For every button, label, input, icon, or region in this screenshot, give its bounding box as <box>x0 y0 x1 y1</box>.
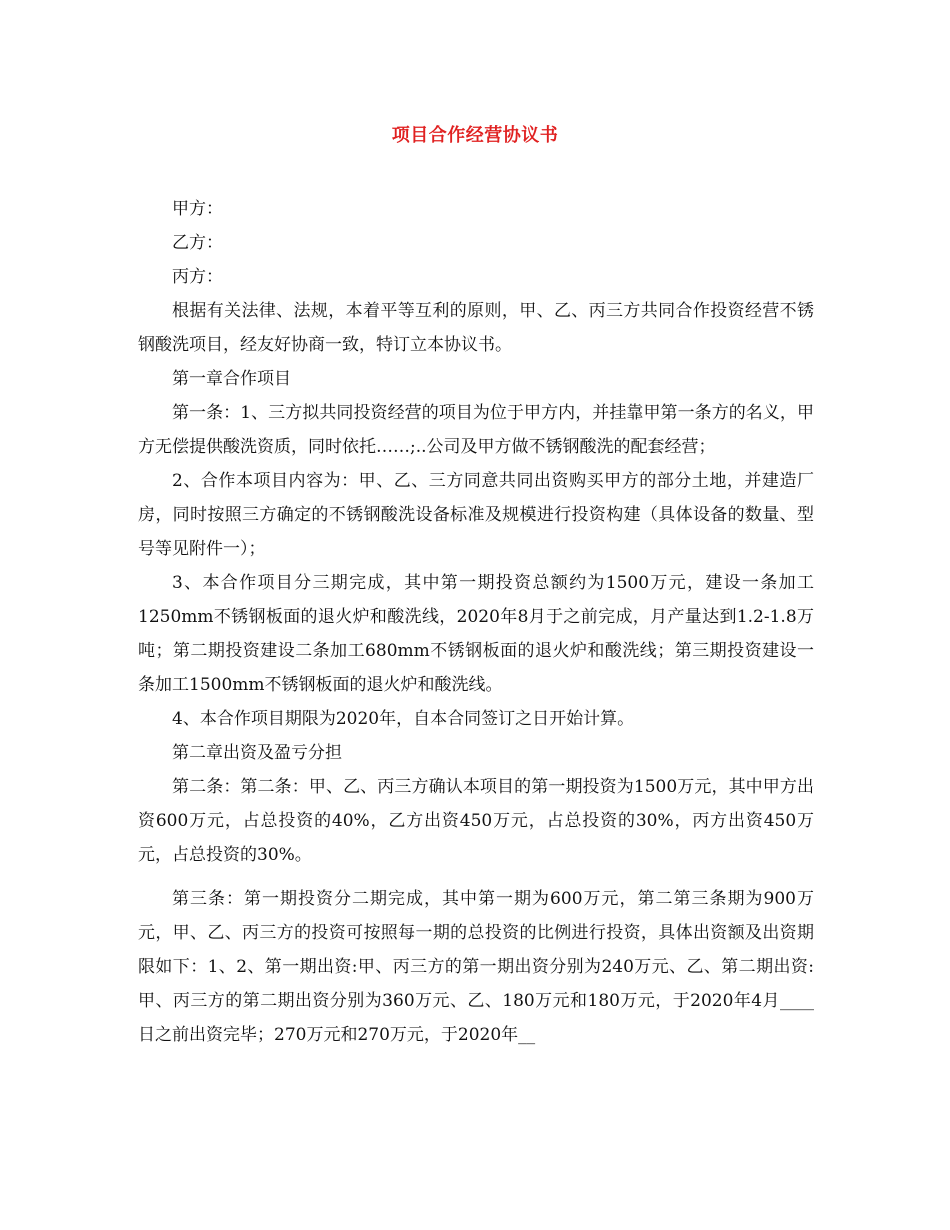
chapter-heading: 第二章出资及盈亏分担 <box>172 743 342 763</box>
document-body <box>138 192 814 1052</box>
article-paragraph: 2、合作本项目内容为：甲、乙、三方同意共同出资购买甲方的部分土地，并建造厂房，同时按照三方确定的不锈钢酸洗设备标准及规模进行投资构建（具体设备的数量、型号等见附件一）； <box>138 471 814 559</box>
article-paragraph: 4、本合作项目期限为2020年，自本合同签订之日开始计算。 <box>172 709 635 729</box>
party-a-line: 甲方： <box>172 199 223 219</box>
article-paragraph: 第一条：1、三方拟共同投资经营的项目为位于甲方内，并挂靠甲第一条方的名义，甲方无偿提供酸洗资质，同时依托……;..公司及甲方做不锈钢酸洗的配套经营； <box>138 403 814 457</box>
chapter-heading: 第一章合作项目 <box>172 369 291 389</box>
party-c-line: 丙方： <box>172 267 223 287</box>
article-paragraph: 第二条：第二条：甲、乙、丙三方确认本项目的第一期投资为1500万元，其中甲方出资600万元，占总投资的40%，乙方出资450万元，占总投资的30%，丙方出资450万元，占总投资的30%。 <box>138 777 814 865</box>
article-paragraph: 第三条：第一期投资分二期完成，其中第一期为600万元，第二第三条期为900万元，甲、乙、丙三方的投资可按照每一期的总投资的比例进行投资，具体出资额及出资期限如下：1、2、第一期出资:甲、丙三方的第一期出资分别为240万元、乙、第二期出资:甲、丙三方的第二期出资分别为360万元、乙、180万元和180万元，于2020年4月____日之前出资完毕；270万元和270万元，于2020年__ <box>138 889 814 1045</box>
document-title: 项目合作经营协议书 <box>391 125 559 146</box>
party-b-line: 乙方： <box>172 233 223 253</box>
article-paragraph: 3、本合作项目分三期完成，其中第一期投资总额约为1500万元，建设一条加工1250mm不锈钢板面的退火炉和酸洗线，2020年8月于之前完成，月产量达到1.2-1.8万吨；第二期投资建设二条加工680mm不锈钢板面的退火炉和酸洗线；第三期投资建设一条加工1500mm不锈钢板面的退火炉和酸洗线。 <box>138 573 814 695</box>
preamble-paragraph: 根据有关法律、法规，本着平等互利的原则，甲、乙、丙三方共同合作投资经营不锈钢酸洗项目，经友好协商一致，特订立本协议书。 <box>138 301 814 355</box>
